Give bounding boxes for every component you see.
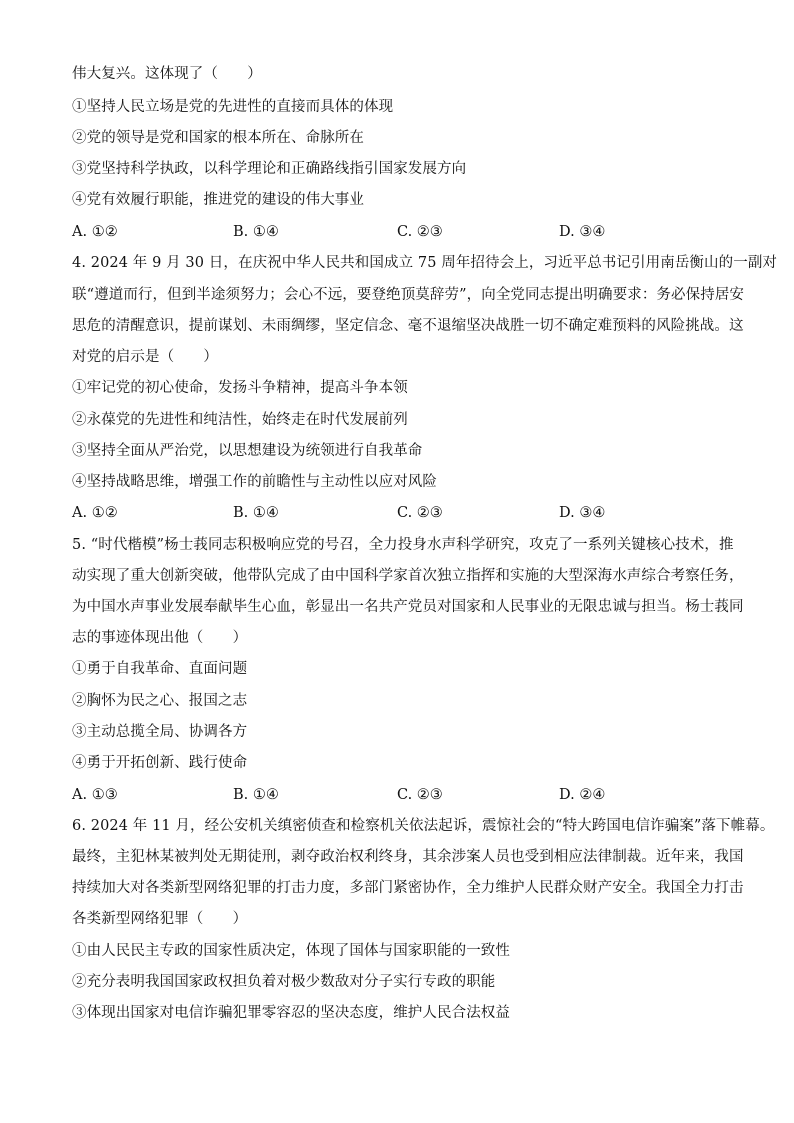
q4-item-4: ④坚持战略思维，增强工作的前瞻性与主动性以应对风险 bbox=[72, 474, 437, 490]
q5-stem-line-1: 5. “时代楷模”杨士莪同志积极响应党的号召，全力投身水声科学研究，攻克了一系列关键核心技术，推 bbox=[72, 537, 734, 553]
q4-option-d: D. ③④ bbox=[559, 505, 606, 521]
q4-item-3: ③坚持全面从严治党，以思想建设为统领进行自我革命 bbox=[72, 443, 423, 459]
q3-stem-end: 伟大复兴。这体现了（ ） bbox=[72, 66, 262, 82]
q4-stem-line-4: 对党的启示是（ ） bbox=[72, 349, 218, 365]
q4-item-1: ①牢记党的初心使命，发扬斗争精神，提高斗争本领 bbox=[72, 380, 408, 396]
q4-stem-line-1: 4. 2024 年 9 月 30 日，在庆祝中华人民共和国成立 75 周年招待会上，习近平总书记引用南岳衡山的一副对 bbox=[72, 255, 778, 271]
q4-stem-line-2: 联“遵道而行，但到半途须努力；会心不远，要登绝顶莫辞劳”，向全党同志提出明确要求：务必保持居安 bbox=[72, 287, 745, 303]
q3-item-2: ②党的领导是党和国家的根本所在、命脉所在 bbox=[72, 130, 364, 146]
q5-options bbox=[72, 785, 722, 805]
q5-option-d: D. ②④ bbox=[559, 787, 606, 803]
q5-stem-line-3: 为中国水声事业发展奉献毕生心血，彰显出一名共产党员对国家和人民事业的无限忠诚与担当。杨士莪同 bbox=[72, 599, 744, 615]
q3-option-a: A. ①② bbox=[72, 224, 118, 240]
q5-item-4: ④勇于开拓创新、践行使命 bbox=[72, 755, 248, 771]
q4-option-b: B. ①④ bbox=[233, 505, 279, 521]
q3-item-1: ①坚持人民立场是党的先进性的直接而具体的体现 bbox=[72, 99, 394, 115]
q5-item-2: ②胸怀为民之心、报国之志 bbox=[72, 693, 248, 709]
q6-stem-line-4: 各类新型网络犯罪（ ） bbox=[72, 911, 248, 927]
q5-option-b: B. ①④ bbox=[233, 787, 279, 803]
q3-option-c: C. ②③ bbox=[397, 224, 443, 240]
q6-stem-line-3: 持续加大对各类新型网络犯罪的打击力度，多部门紧密协作，全力维护人民群众财产安全。我国全力打击 bbox=[72, 880, 744, 896]
q4-options bbox=[72, 503, 722, 523]
q6-item-1: ①由人民民主专政的国家性质决定，体现了国体与国家职能的一致性 bbox=[72, 943, 510, 959]
q4-option-c: C. ②③ bbox=[397, 505, 443, 521]
q6-item-3: ③体现出国家对电信诈骗犯罪零容忍的坚决态度，维护人民合法权益 bbox=[72, 1005, 510, 1021]
q3-option-b: B. ①④ bbox=[233, 224, 279, 240]
q4-option-a: A. ①② bbox=[72, 505, 118, 521]
q5-option-a: A. ①③ bbox=[72, 787, 118, 803]
q5-option-c: C. ②③ bbox=[397, 787, 443, 803]
q4-stem-line-3: 思危的清醒意识，提前谋划、未雨绸缪，坚定信念、毫不退缩坚决战胜一切不确定难预料的风险挑战。这 bbox=[72, 318, 744, 334]
q3-option-d: D. ③④ bbox=[559, 224, 606, 240]
q6-stem-line-1: 6. 2024 年 11 月，经公安机关缜密侦查和检察机关依法起诉，震惊社会的“特大跨国电信诈骗案”落下帷幕。 bbox=[72, 818, 775, 834]
q3-options bbox=[72, 222, 722, 242]
q6-stem-line-2: 最终，主犯林某被判处无期徒刑，剥夺政治权利终身，其余涉案人员也受到相应法律制裁。近年来，我国 bbox=[72, 849, 744, 865]
q5-stem-line-4: 志的事迹体现出他（ ） bbox=[72, 630, 248, 646]
q5-item-1: ①勇于自我革命、直面问题 bbox=[72, 661, 248, 677]
q4-item-2: ②永葆党的先进性和纯洁性，始终走在时代发展前列 bbox=[72, 412, 408, 428]
q3-item-3: ③党坚持科学执政，以科学理论和正确路线指引国家发展方向 bbox=[72, 161, 467, 177]
q6-item-2: ②充分表明我国国家政权担负着对极少数敌对分子实行专政的职能 bbox=[72, 974, 496, 990]
q5-stem-line-2: 动实现了重大创新突破，他带队完成了由中国科学家首次独立指挥和实施的大型深海水声综合考察任务， bbox=[72, 568, 744, 584]
q5-item-3: ③主动总揽全局、协调各方 bbox=[72, 724, 248, 740]
q3-item-4: ④党有效履行职能，推进党的建设的伟大事业 bbox=[72, 192, 364, 208]
